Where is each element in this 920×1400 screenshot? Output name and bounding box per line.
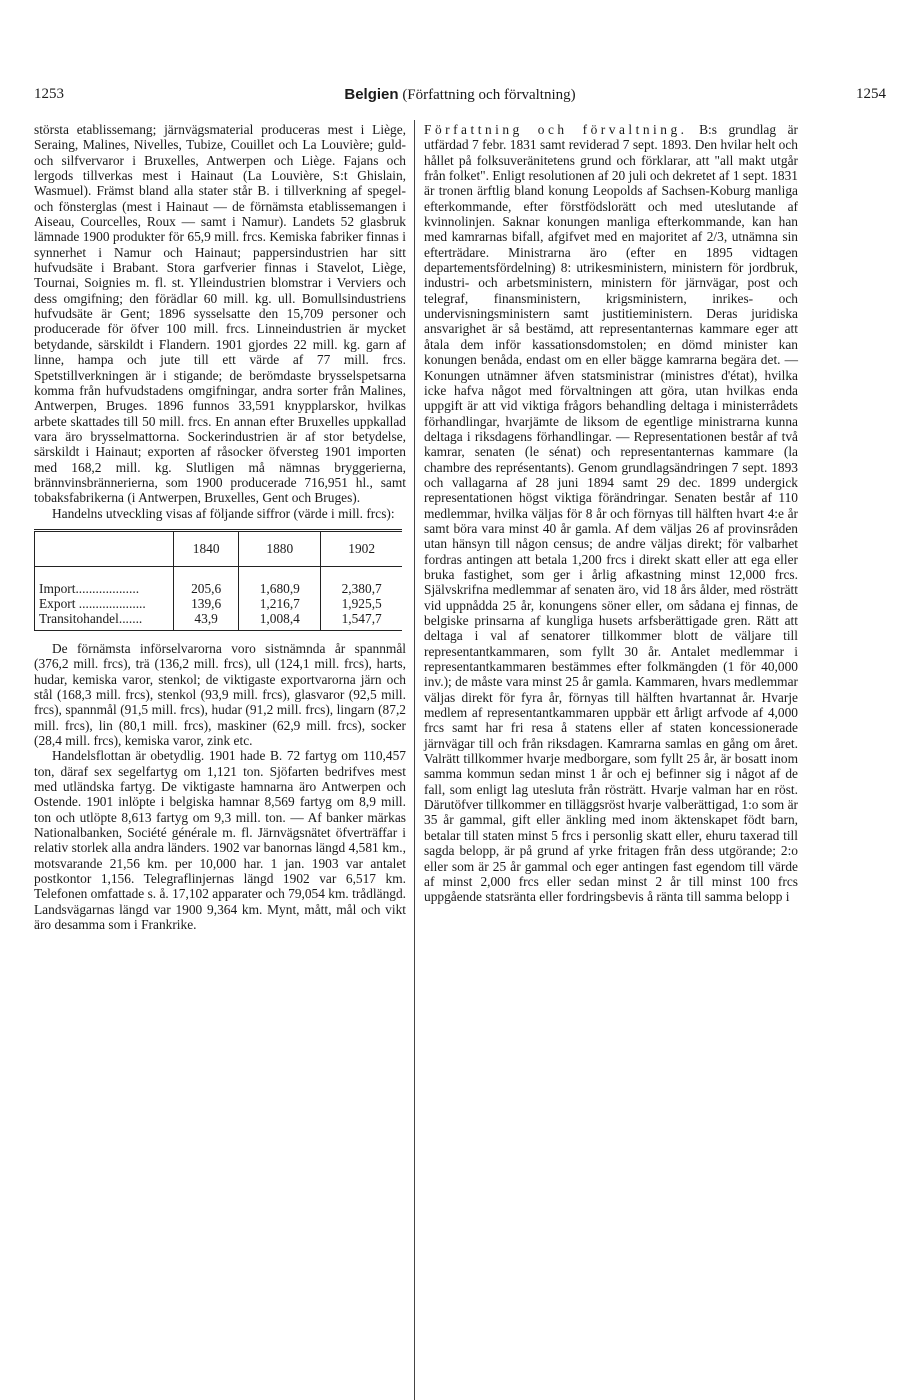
header-title: Belgien xyxy=(344,86,399,103)
row-label: Import................... xyxy=(35,566,174,596)
cell-value: 139,6 xyxy=(174,596,239,611)
cell-value: 2,380,7 xyxy=(321,566,402,596)
left-column xyxy=(34,122,406,932)
cell-value: 43,9 xyxy=(174,611,239,631)
cell-value: 1,008,4 xyxy=(239,611,321,631)
table-row xyxy=(35,596,403,611)
table-row xyxy=(35,611,403,631)
row-label: Transitohandel....... xyxy=(35,611,174,631)
paragraph-constitution-body: B:s grundlag är utfärdad 7 febr. 1831 samt reviderad 7 sept. 1893. Den hvilar helt och hållet på folksuveränitetens grund och förklarar, att "all makt utgår från folket". Enligt resolutionen af 20 juli och dekretet af 1 sept. 1831 är tronen ärftlig bland konung Leopolds af Sachsen-Koburg manliga efterkommande, efter förstfödslorätt och med uteslutande af kvinnolinjen. Saknar konungen manliga efterkommande, kan han med kamrarnas bifall, afgifvet med en majoritet af 2/3, utnämna sin efterträdare. Ministrarna äro (efter en 1895 vidtagen departementsfördelning) 8: utrikesministern, ministern för jordbruk, industri- och arbetsministern, ministern för järnvägar, post och telegraf, finansministern, krigsministern, inrikes- och undervisningsministern samt justitieministern. Deras juridiska ansvarighet är så bestämd, att representanternas kammare eger att åtala dem inför kassationsdomstolen; en dömd minister kan konungen benåda, endast om en eller bägge kamrarna begära det. — Konungen utnämner äfven statsministrar (ministres d'état), hvilka icke hafva något med förvaltningen att göra, utan hvilkas enda uppgift är att vid viktiga frågors behandling deltaga i ministerrådets förhandlingar, hvarjämte de liksom de egentlige ministrarna kunna deltaga i riksdagens förhandlingar. — Representationen består af två kamrar, senaten (le sénat) och representanternas kammare (la chambre des représentants). Genom grundlagsändringen 7 sept. 1893 och vallagarna af 28 juni 1894 samt 29 dec. 1899 undergick representationen högst viktiga förändringar. Senaten består af 110 medlemmar, hvilka väljas för 8 år och förnyas till hälften hvart 4:e år samt böra vara minst 40 år gamla. Af dem väljas 26 af provinsråden utan hänsyn till någon census; de andre väljas direkt; för valbarhet fordras antingen att betala 1,200 frcs i direkt skatt eller att ega eller bruka fastighet, som ger i årlig afkastning minst 12,000 frcs. Självskrifna medlemmar af senaten äro, vid 18 års ålder, med rösträtt vid uppnådda 25 år, konungens söner eller, om sådana ej finnas, de belgiske prinsarna af kungliga husets arfsberättigade gren. Rätt att deltaga i val af senatorer tillkommer blott de väljare till representantkammaren, som fyllt 30 år. Antalet medlemmar i representantkammaren bestämmes efter folkmängden (1 för 40,000 inv.); de måste vara minst 25 år gamla. Kammaren, hvars medlemmar väljas direkt för fyra år, förnyas till hälften hvartannat år. Hvarje medlem af representantkammaren uppbär ett årligt arfvode af 4,000 frcs samt har fri resa å statens eller af staten koncessionerade järnvägar till och från riksdagen. Kamrarna samlas en gång om året. Valrätt tillkommer hvarje medborgare, som fyllt 25 år, är bosatt inom samma kommun sedan minst 1 år och ej befinner sig i något af de fall, som enligt lag utesluta från rösträtt. Hvarje valman har en röst. Därutöfver tillkommer en tilläggsröst hvarje valberättigad, 1:o som är 35 år gammal, gift eller änkling med inom äktenskapet födt barn, betalar till staten minst 5 frcs i personlig skatt eller, ehuru taxerad till sagda belopp, är på grund af yrke fritagen från dess utgörande; 2:o eller som är 25 år gammal och eger antingen fast egendom till värde af minst 2,000 frcs eller sedan minst 2 år till minst 100 frcs uppgående statsränta eller fordringsbevis å ränta till samma belopp i xyxy=(424,122,798,905)
trade-table-corner xyxy=(35,530,174,566)
paragraph-constitution xyxy=(424,122,798,905)
paragraph-shipping: Handelsflottan är obetydlig. 1901 hade B. 72 fartyg om 110,457 ton, däraf sex segelfartyg om 1,121 ton. Sjöfarten bedrifves mest med utländska fartyg. De viktigaste hamnarna äro Antwerpen och Ostende. 1901 inlöpte i belgiska hamnar 8,569 fartyg om 8,9 mill. ton och utlöpte 8,613 fartyg om 9,3 mill. ton. — Af banker märkas Nationalbanken, Société générale m. fl. Järnvägsnätet öfverträffar i relativ storlek alla andra länders. 1902 var banornas längd 4,581 km., motsvarande 21,56 km. per 10,000 har. 1 jan. 1903 var antalet postkontor 1,156. Telegraflinjernas längd 1902 var 6,517 km. Telefonen omfattade s. å. 17,102 apparater och 79,054 km. trådlängd. Landsvägarnas längd var 1900 9,364 km. Mynt, mått, mål och vikt äro desamma som i Frankrike. xyxy=(34,748,407,933)
header-subtitle: (Författning och förvaltning) xyxy=(402,87,576,103)
cell-value: 1,925,5 xyxy=(321,596,402,611)
cell-value: 1,216,7 xyxy=(239,596,321,611)
year-header: 1880 xyxy=(239,530,321,566)
page-number-left: 1253 xyxy=(34,86,64,102)
column-divider xyxy=(414,120,415,1400)
cell-value: 205,6 xyxy=(174,566,239,596)
table-row xyxy=(35,566,403,596)
year-header: 1840 xyxy=(174,530,239,566)
year-header: 1902 xyxy=(321,530,402,566)
cell-value: 1,547,7 xyxy=(321,611,402,631)
section-heading: Författning och förvaltning. xyxy=(424,122,688,137)
right-column xyxy=(424,122,798,905)
running-header xyxy=(34,86,886,110)
cell-value: 1,680,9 xyxy=(239,566,321,596)
page-number-right: 1254 xyxy=(856,86,886,102)
paragraph-imports-exports: De förnämsta införselvarorna voro sistnämnda år spannmål (376,2 mill. frcs), trä (136,2 mill. frcs), ull (124,1 mill. frcs), harts, hudar, kemiska varor, stenkol; de viktigaste exportvarorna järn och stål (168,3 mill. frcs), stenkol (93,9 mill. frcs), glasvaror (92,5 mill. frcs), spannmål (91,5 mill. frcs), hudar (91,2 mill. frcs), lingarn (87,2 mill. frcs), lin (80,1 mill. frcs), maskiner (62,9 mill. frcs), socker (28,4 mill. frcs), kemiska varor, zink etc. xyxy=(34,640,406,748)
running-title xyxy=(34,86,886,104)
paragraph-trade-intro: Handelns utveckling visas af följande siffror (värde i mill. frcs): xyxy=(52,505,395,521)
trade-table xyxy=(34,529,402,631)
row-label: Export .................... xyxy=(35,596,174,611)
paragraph-industry: största etablissemang; järnvägsmaterial produceras mest i Liège, Seraing, Malines, Nivelles, Tubize, Couillet och La Louvière; guld- och silfvervaror i Bruxelles, Antwerpen och Liège. Fajans och lergods tillverkas mest i Hainaut (La Louvière, S:t Ghislain, Wasmuel). Främst bland alla stater står B. i tillverkning af spegel- och fönsterglas (mest i Hainaut — de förnämsta etablissemangen i Aiseau, Courcelles, Roux — samt i Namur). Landets 52 glasbruk lämnade 1900 produkter för 65,9 mill. frcs. Kemiska fabriker finnas i synnerhet i Namur och Hainaut; pappersindustrien har sitt hufvudsäte i Brabant. Stora garfverier finnas i Stavelot, Liège, Tournai, Soignies m. fl. st. Ylleindustrien blomstrar i Verviers och dess omgifning; den förädlar 60 mill. kg. ull. Bomullsindustriens hufvudsäte är Gent; 1896 sysselsatte den 15,709 personer och producerade för öfver 100 mill. frcs. Linneindustrien är mycket betydande, särskildt i Flandern. 1901 gjordes 22 mill. kg. garn af linne, hampa och jute till ett värde af 77 mill. frcs. Spetstillverkningen är i stigande; de berömdaste brysselspetsarna komma från hufvudstadens omgifningar, andra sorter från Malines, Antwerpen, Bruges. 1896 funnos 33,591 knypplarskor, hvilkas arbete skattades till 50 mill. frcs. En annan efter Bruxelles uppkallad vara äro brysselmattorna. Sockerindustrien är af stor betydelse, särskildt i Hainaut; exporten af råsocker öfversteg 1901 importen med 168,2 mill. kg. Slutligen må nämnas bryggerierna, brännvinsbrännerierna, som 1900 producerade 716,951 hl., samt tobaksfabrikerna (i Antwerpen, Bruxelles, Gent och Bruges). xyxy=(34,122,406,506)
